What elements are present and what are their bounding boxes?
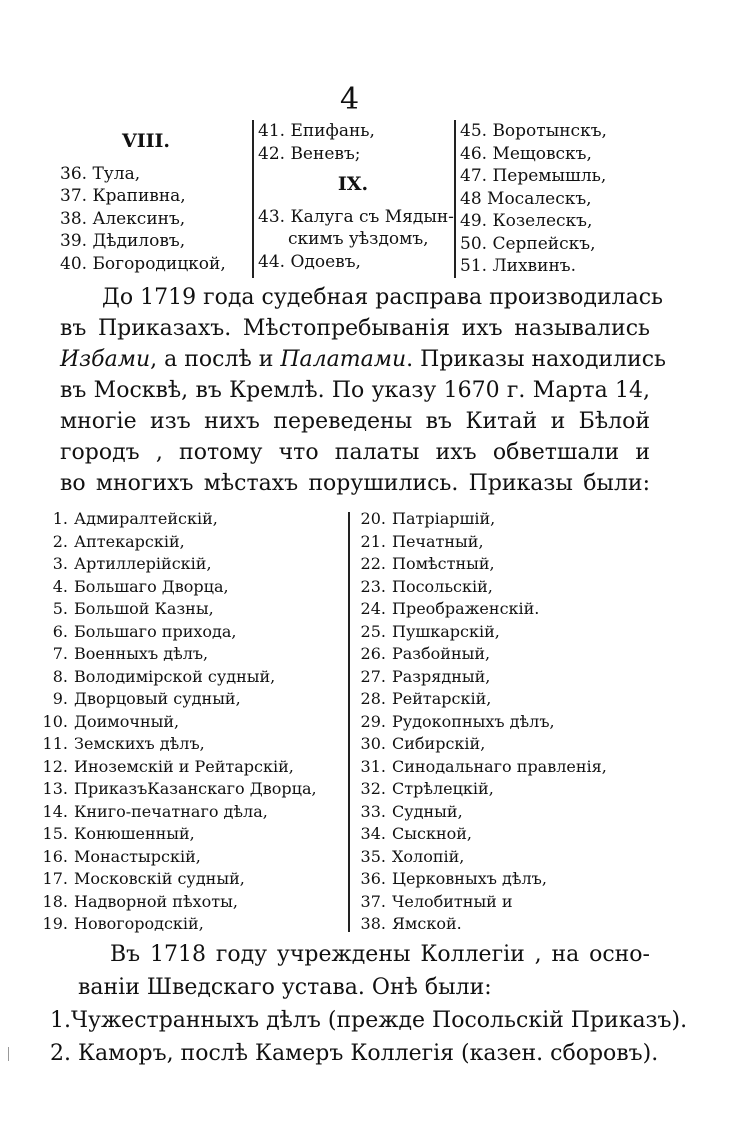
column-viii xyxy=(60,130,250,275)
column-ix xyxy=(258,120,454,273)
text-line: многіе изъ нихъ переведены въ Китай и Бѣлой xyxy=(60,409,650,434)
prikaz-item: 25. Пушкарскій, xyxy=(360,621,500,641)
column-divider xyxy=(252,120,254,278)
prikaz-item: 6. Большаго прихода, xyxy=(52,621,237,641)
prikaz-item: 31. Синодальнаго правленія, xyxy=(360,756,607,776)
prikaz-item: 3. Артиллерійскій, xyxy=(52,554,212,573)
prikaz-item: 5. Большой Казны, xyxy=(52,599,214,618)
prikazy-list-right xyxy=(354,508,654,936)
prikaz-item: 37. Челобитный и xyxy=(360,891,513,911)
text-line: городъ , потому что палаты ихъ обветшали и xyxy=(60,440,650,465)
prikaz-item: 30. Сибирскій, xyxy=(360,734,486,753)
list-item: 43. Калуга съ Мядын- xyxy=(258,206,454,227)
prikaz-item: 18. Надворной пѣхоты, xyxy=(42,891,238,911)
prikaz-item: 28. Рейтарскій, xyxy=(360,689,492,708)
text-line: въ Приказахъ. Мѣстопребыванія ихъ назывались xyxy=(60,316,650,341)
list-item: 36. Тула, xyxy=(60,163,141,184)
prikaz-item: 29. Рудокопныхъ дѣлъ, xyxy=(360,711,555,731)
list-item: 47. Перемышль, xyxy=(460,166,607,186)
list-item: 51. Лихвинъ. xyxy=(460,256,576,276)
prikaz-item: 13. ПриказъКазанскаго Дворца, xyxy=(42,779,317,798)
list-item: 50. Серпейскъ, xyxy=(460,233,596,254)
prikaz-item: 34. Сыскной, xyxy=(360,824,472,843)
list-item: 44. Одоевъ, xyxy=(258,251,361,272)
paragraph-kollegii xyxy=(50,938,688,1070)
prikaz-item: 24. Преображенскій. xyxy=(360,599,540,618)
list-item: скимъ уѣздомъ, xyxy=(288,229,429,249)
text-line: 2. Каморъ, послѣ Камеръ Коллегія (казен. сборовъ). xyxy=(50,1041,659,1066)
prikaz-item: 23. Посольскій, xyxy=(360,576,493,596)
prikaz-item: 33. Судный, xyxy=(360,801,463,821)
section-heading-viii: VIII. xyxy=(122,130,171,152)
prikaz-item: 35. Холопій, xyxy=(360,846,465,866)
prikaz-item: 20. Патріаршій, xyxy=(360,509,496,528)
list-item: 49. Козелескъ, xyxy=(460,211,593,231)
text-line: 1.Чужестранныхъ дѣлъ (прежде Посольскій Приказъ). xyxy=(50,1008,688,1033)
prikaz-item: 4. Большаго Дворца, xyxy=(52,576,229,596)
paragraph-prikazy-intro xyxy=(60,282,667,499)
list-item: 39. Дѣдиловъ, xyxy=(60,231,186,251)
list-item: 37. Крапивна, xyxy=(60,186,186,206)
margin-mark xyxy=(8,1047,9,1061)
prikaz-item: 26. Разбойный, xyxy=(360,644,491,663)
prikaz-item: 38. Ямской. xyxy=(360,914,462,933)
prikaz-item: 36. Церковныхъ дѣлъ, xyxy=(360,869,547,888)
text-line: ваніи Шведскаго устава. Онѣ были: xyxy=(78,975,492,1000)
prikaz-item: 2. Аптекарскій, xyxy=(52,531,185,551)
list-item: 40. Богородицкой, xyxy=(60,253,226,274)
prikaz-item: 32. Стрѣлецкій, xyxy=(360,779,494,798)
prikaz-item: 14. Книго-печатнаго дѣла, xyxy=(42,801,268,821)
list-item: 46. Мещовскъ, xyxy=(460,143,592,164)
prikaz-item: 21. Печатный, xyxy=(360,531,484,551)
text-line: въ Москвѣ, въ Кремлѣ. По указу 1670 г. Марта 14, xyxy=(60,378,650,403)
prikaz-item: 9. Дворцовый судный, xyxy=(52,689,241,708)
prikaz-item: 12. Иноземскій и Рейтарскій, xyxy=(42,756,294,776)
list-item: 38. Алексинъ, xyxy=(60,208,186,229)
prikaz-item: 17. Московскій судный, xyxy=(42,869,245,888)
column-divider xyxy=(348,512,350,932)
list-item: 45. Воротынскъ, xyxy=(460,121,607,141)
text-line: Въ 1718 году учреждены Коллегіи , на осно- xyxy=(110,942,650,967)
column-divider xyxy=(454,120,456,278)
prikaz-item: 27. Разрядный, xyxy=(360,666,491,686)
text-line: До 1719 года судебная расправа производилась xyxy=(102,285,664,310)
prikaz-item: 16. Монастырскій, xyxy=(42,846,201,866)
section-heading-ix: IX. xyxy=(337,173,369,195)
text-line: во многихъ мѣстахъ порушились. Приказы были: xyxy=(60,471,650,496)
prikaz-item: 15. Конюшенный, xyxy=(42,824,195,843)
prikazy-list-left xyxy=(36,508,346,936)
text-line: Избами, а послѣ и Палатами. Приказы находились xyxy=(60,347,667,372)
prikaz-item: 11. Земскихъ дѣлъ, xyxy=(42,734,205,753)
prikaz-item: 1. Адмиралтейскій, xyxy=(52,509,218,528)
prikaz-item: 22. Помѣстный, xyxy=(360,554,495,573)
prikaz-item: 8. Володимірской судный, xyxy=(52,666,276,686)
prikaz-item: 10. Доимочный, xyxy=(42,711,180,731)
column-continued xyxy=(460,120,650,278)
list-item: 41. Епифань, xyxy=(258,121,375,141)
prikaz-item: 7. Военныхъ дѣлъ, xyxy=(52,644,209,663)
page-number: 4 xyxy=(340,82,360,117)
list-item: 42. Веневъ; xyxy=(258,143,361,164)
list-item: 48 Мосалескъ, xyxy=(460,188,592,209)
prikaz-item: 19. Новогородскій, xyxy=(42,914,204,933)
